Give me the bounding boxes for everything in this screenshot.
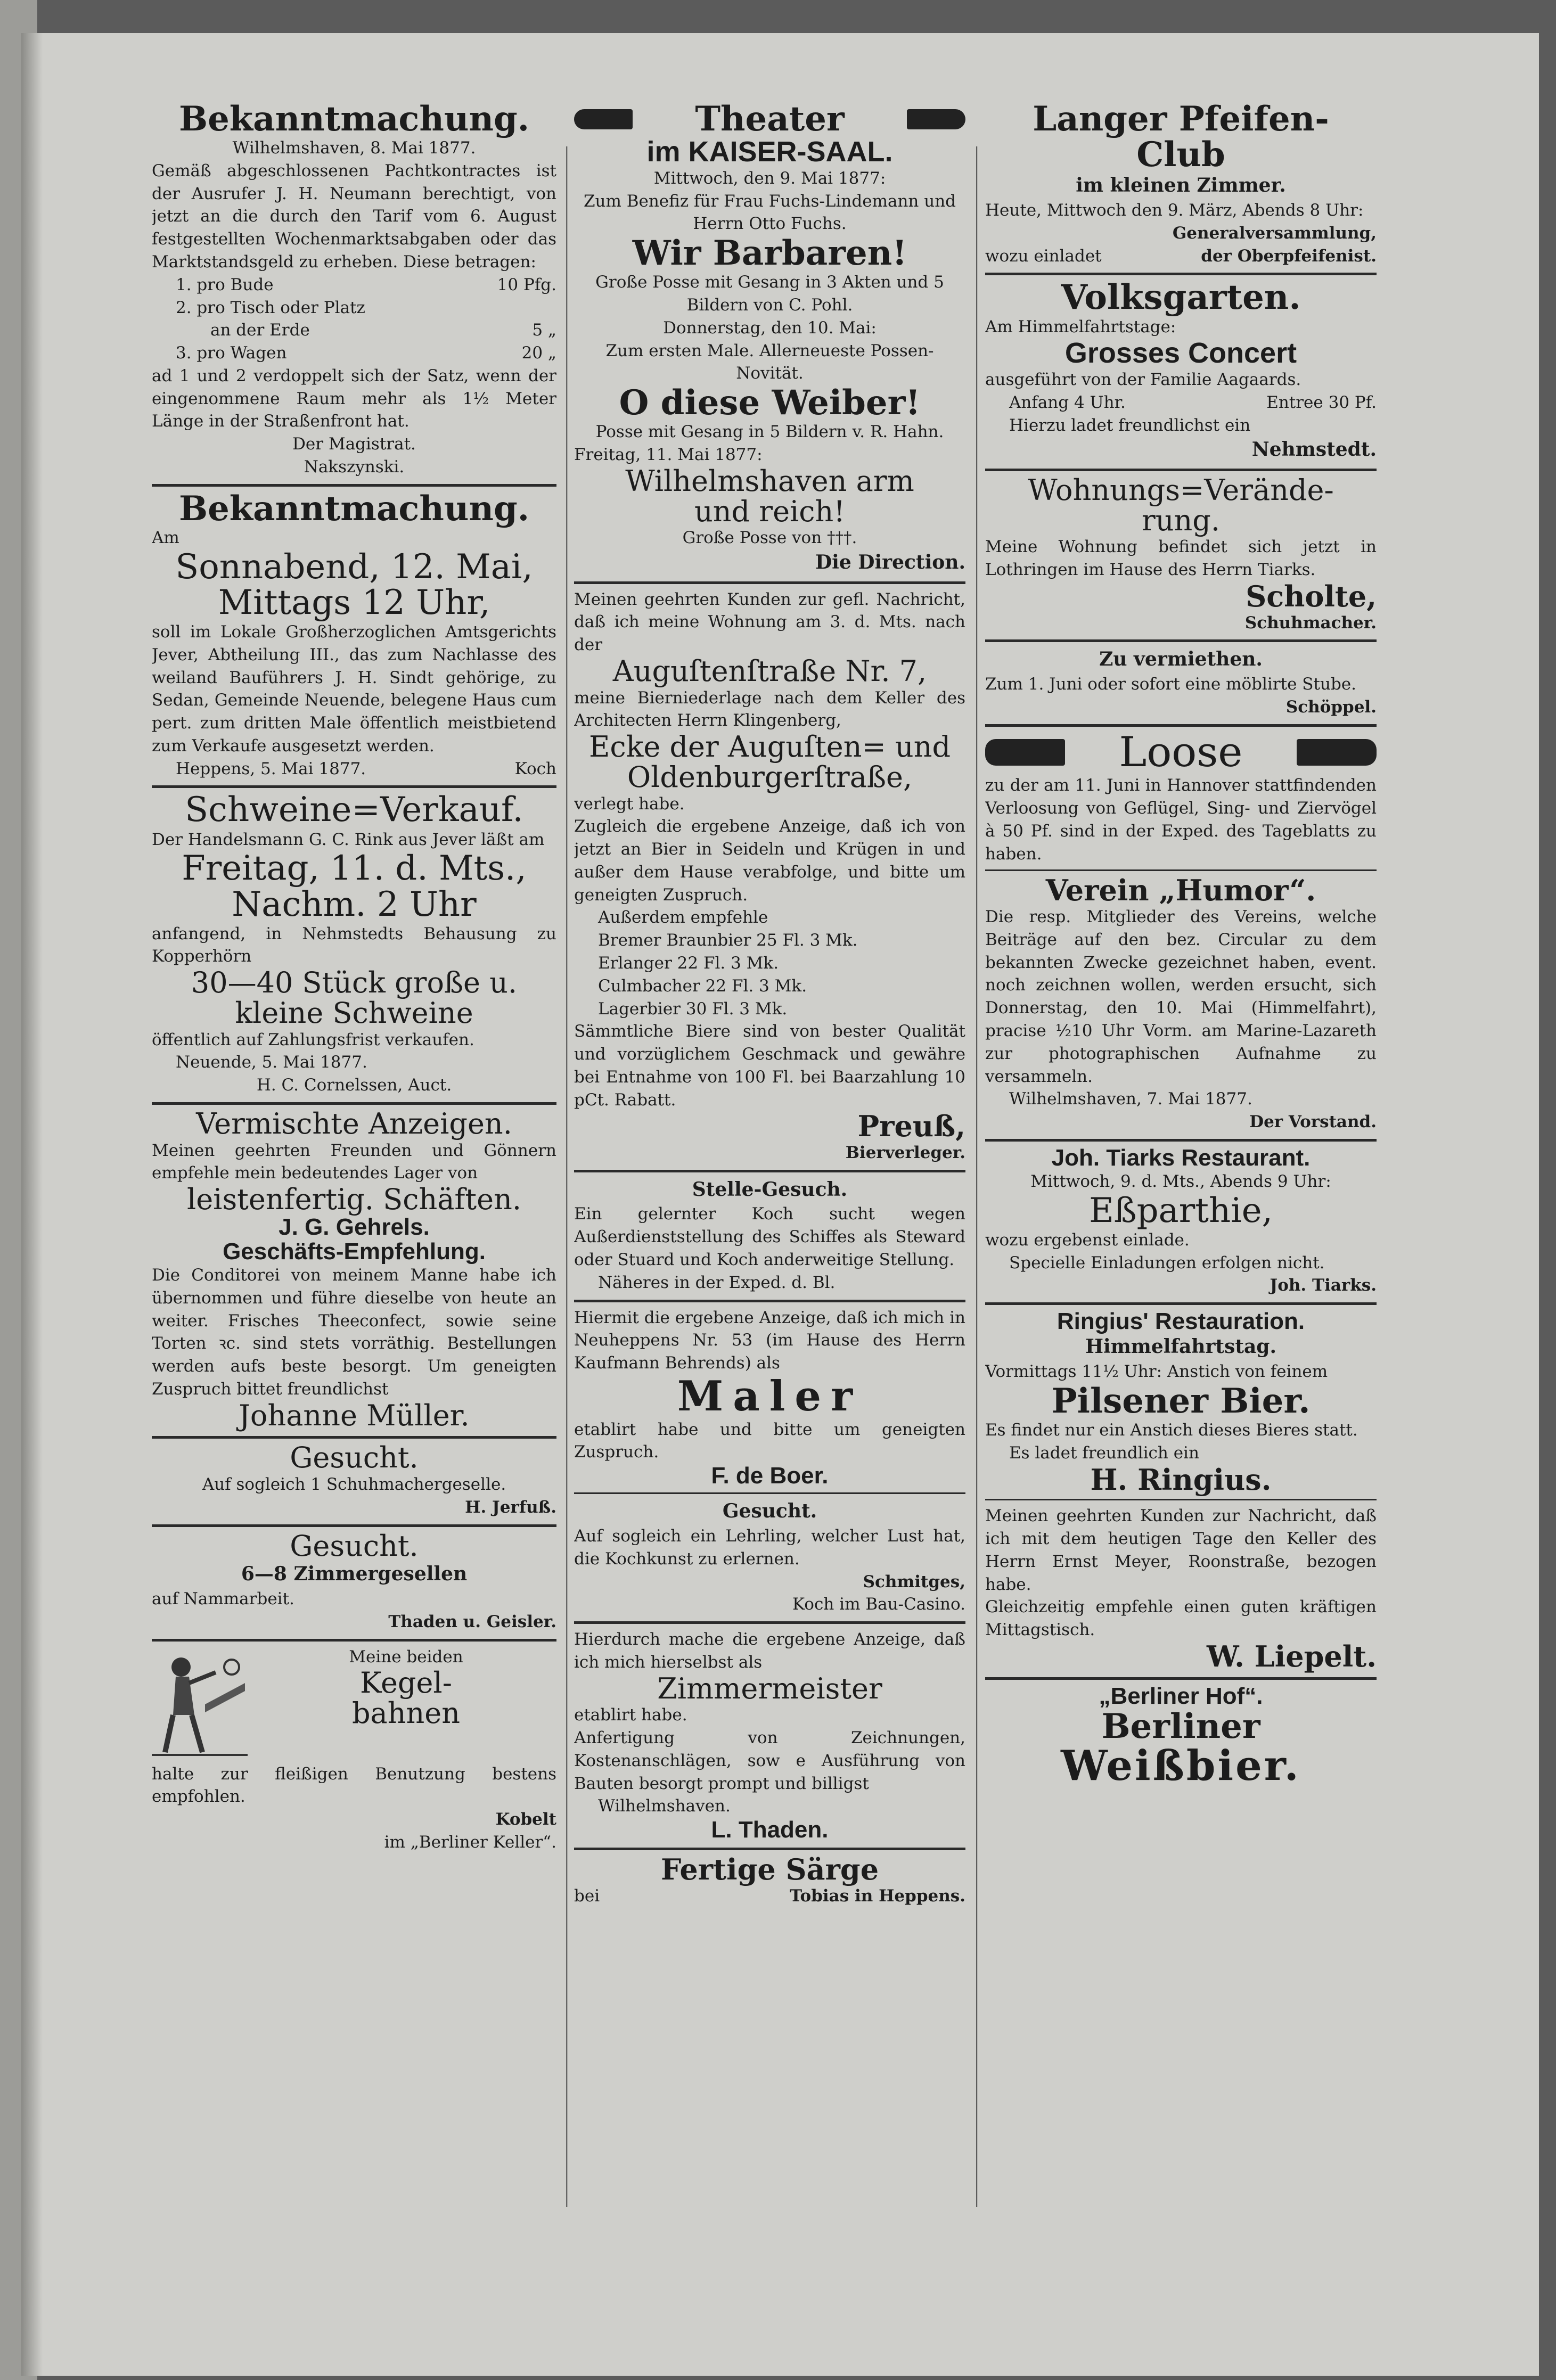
ad-body: Meine Wohnung befindet sich jetzt in Lothringen im Hause des Herrn Tiarks. [985, 537, 1377, 580]
ad-body: Am [152, 528, 179, 547]
column-3 [985, 101, 1377, 2231]
ad-date: Donnerstag, den 10. Mai: [663, 318, 877, 338]
ad-headline: Generalversammlung, [1172, 223, 1377, 243]
ad-divider [985, 1499, 1377, 1500]
ad-body: Meinen geehrten Kunden zur Nachricht, daß ich mit dem heutigen Tage den Keller des Herrn Ernst Meyer, Roonstraße, bezogen habe. [985, 1506, 1377, 1594]
ad-headline: 30—40 Stück große u. [191, 966, 518, 1000]
ad-divider [985, 639, 1377, 642]
ad-body: halte zur fleißigen Benutzung bestens empfohlen. [152, 1764, 556, 1807]
ad-body: wozu ergebenst einlade. [985, 1230, 1190, 1250]
ad-headline: Eßparthie, [1089, 1191, 1273, 1230]
ad-headline: O diese Weiber! [619, 383, 921, 423]
ad-body: Hiermit die ergebene Anzeige, daß ich mich in Neuheppens Nr. 53 (im Hause des Herrn Kaufmann Behrends) als [574, 1308, 965, 1373]
ad-divider [574, 1848, 965, 1850]
column-1 [152, 101, 556, 2231]
ad-body: Heute, Mittwoch den 9. März, Abends 8 Uhr: [985, 201, 1364, 220]
ad-body: auf Nammarbeit. [152, 1589, 294, 1609]
ad-title: Theater [695, 101, 845, 139]
column-2 [574, 101, 965, 2231]
ad-body: etablirt habe. [574, 1705, 687, 1725]
ad-body: Gleichzeitig empfehle einen guten kräftigen Mittagstisch. [985, 1597, 1377, 1640]
ad-date: Wilhelmshaven, 8. Mai 1877. [232, 138, 476, 158]
ad-body: zu der am 11. Juni in Hannover stattfindenden Verloosung von Geflügel, Sing- und Ziervögel à 50 Pf. sind in der Exped. des Tageblatts zu haben. [985, 776, 1377, 864]
beer-price-item: Lagerbier 30 Fl. 3 Mk. [598, 999, 788, 1019]
ad-body: Näheres in der Exped. d. Bl. [598, 1273, 836, 1292]
ad-body: Anfertigung von Zeichnungen, Kostenanschlägen, sow e Ausführung von Bauten besorgt prompt und billigst [574, 1728, 965, 1793]
tariff-row: 1. pro Bude 10 Pfg. [176, 275, 556, 294]
ad-place: im „Berliner Keller“. [384, 1832, 556, 1852]
ad-divider [152, 1639, 556, 1642]
ad-divider [574, 1300, 965, 1302]
ad-gesucht-zimmergesellen [152, 1531, 556, 1634]
ad-signature: H. Jerfuß. [465, 1497, 556, 1517]
ad-signature: Nakszynski. [304, 457, 405, 477]
ad-body: Hierzu ladet freundlichst ein [1009, 415, 1251, 435]
ad-body: Vormittags 11½ Uhr: Anstich von feinem [985, 1362, 1328, 1382]
ad-body: soll im Lokale Großherzoglichen Amtsgerichts Jever, Abtheilung III., das zum Nachlasse des weiland Bauführers J. H. Sindt gehörige, zu Sedan, Gemeinde Neuende, belegene Haus cum pert. zum dritten Male öffentlich meistbietend zum Verkaufe ausgesetzt werden. [152, 622, 556, 756]
ad-signature: Kobelt [495, 1810, 556, 1829]
ad-headline: Nachm. 2 Uhr [232, 884, 477, 924]
ad-body: Die Conditorei von meinem Manne habe ich übernommen und führe dieselbe von heute an weiter. Frisches Theeconfect, sowie seine Torten ꝛc. sind stets vorräthig. Bestellungen werden aufs beste besorgt. Um geneigten Zuspruch bittet freundlichst [152, 1266, 556, 1399]
pointing-hand-icon [574, 109, 633, 129]
ad-signature: Johanne Müller. [239, 1398, 470, 1432]
ad-body: Auf sogleich ein Lehrling, welcher Lust hat, die Kochkunst zu erlernen. [574, 1527, 965, 1569]
ad-gesucht-schuhmacher [152, 1443, 556, 1519]
ad-signature: Joh. Tiarks. [1270, 1276, 1377, 1295]
pointing-hand-icon [907, 109, 965, 129]
ad-divider [574, 1621, 965, 1624]
column-rule-2 [976, 146, 978, 2207]
ad-loose [985, 728, 1377, 866]
ad-headline: Mittags 12 Uhr, [218, 582, 490, 622]
page-gutter-shade [21, 33, 43, 2376]
ad-gesucht-lehrling [574, 1498, 965, 1616]
ad-signature: Nehmstedt. [1251, 438, 1377, 461]
ad-title: Club [1136, 135, 1225, 175]
bowler-illustration [152, 1646, 248, 1763]
ad-body: Große Posse mit Gesang in 3 Akten und 5 Bildern von C. Pohl. [595, 273, 944, 315]
ad-maler [574, 1307, 965, 1489]
ad-stelle-gesuch [574, 1177, 965, 1294]
ad-headline: Weißbier. [1061, 1741, 1301, 1790]
ad-divider [574, 1492, 965, 1494]
beer-price-item: Bremer Braunbier 25 Fl. 3 Mk. [598, 931, 858, 950]
ad-headline: Freitag, 11. d. Mts., [182, 849, 527, 889]
ad-headline: Ecke der Auguſten= und [588, 730, 951, 764]
ad-headline: Berliner [1101, 1706, 1260, 1746]
ad-signature: Die Direction. [815, 551, 965, 574]
ad-subtitle: Himmelfahrtstag. [1085, 1335, 1276, 1358]
ad-divider [152, 785, 556, 788]
ad-subtitle: im kleinen Zimmer. [1076, 174, 1286, 197]
ad-title: Langer Pfeifen- [1033, 101, 1329, 139]
ad-title: Volksgarten. [1061, 277, 1301, 318]
ad-signature: Bierverleger. [845, 1143, 965, 1163]
ad-body: Die resp. Mitglieder des Vereins, welche Beiträge auf den bez. Circular zu dem bekannten Zwecke gezeichnet haben, event. noch zeichnen wollen, werden ersucht, sich Donnerstag, den 10. Mai (Himmelfahrt), pracise ½10 Uhr Vorm. am Marine-Lazareth zur photographischen Aufnahme zu versammeln. [985, 907, 1377, 1086]
ad-signature: Thaden u. Geisler. [388, 1612, 556, 1631]
ad-title: Gesucht. [722, 1500, 817, 1523]
ad-headline: Wir Barbaren! [632, 233, 907, 274]
ad-body: meine Bierniederlage nach dem Keller des Architecten Herrn Klingenberg, [574, 688, 965, 731]
ad-body: Meinen geehrten Freunden und Gönnern empfehle mein bedeutendes Lager von [152, 1140, 556, 1183]
ad-body: Am Himmelfahrtstage: [985, 317, 1176, 337]
beer-price-item: Erlanger 22 Fl. 3 Mk. [598, 953, 779, 973]
ad-body: Sämmtliche Biere sind von bester Qualität und vorzüglichem Geschmack und gewähre bei Entnahme von 100 Fl. bei Baarzahlung 10 pCt. Rabatt. [574, 1022, 965, 1110]
ad-body: Zugleich die ergebene Anzeige, daß ich von jetzt an Bier in Seideln und Krügen in und außer dem Hause verabfolge, und bitte um geneigten Zuspruch. [574, 817, 965, 905]
ad-zu-vermiethen [985, 646, 1377, 718]
beer-price-item: Culmbacher 22 Fl. 3 Mk. [598, 976, 807, 996]
ad-vermischte-anzeigen [152, 1106, 556, 1240]
ad-ringius-restauration [985, 1309, 1377, 1495]
ad-title: „Berliner Hof“. [1099, 1683, 1263, 1709]
ad-headline: Maler [677, 1372, 863, 1421]
ad-body: Zum 1. Juni oder sofort eine möblirte Stube. [985, 674, 1357, 694]
ad-body: Zum ersten Male. Allerneueste Possen-Novität. [605, 341, 934, 383]
ad-body: verlegt habe. [574, 794, 685, 814]
ad-footer: wozu einladet der Oberpfeifenist. [985, 246, 1377, 266]
ad-signature: Der Vorstand. [1249, 1112, 1377, 1132]
ad-headline: Kegel- [360, 1666, 452, 1700]
ad-title: Joh. Tiarks Restaurant. [1051, 1144, 1311, 1171]
ad-bekanntmachung-versteigerung [152, 488, 556, 781]
ad-divider [985, 1139, 1377, 1142]
tariff-row: 3. pro Wagen 20 „ [176, 343, 556, 363]
ad-signature: Scholte, [1246, 579, 1377, 613]
ad-footer: bei Tobias in Heppens. [574, 1886, 965, 1906]
ad-body: etablirt habe und bitte um geneigten Zuspruch. [574, 1419, 965, 1462]
ad-headline: und reich! [694, 494, 846, 528]
ad-body: Es findet nur ein Anstich dieses Bieres statt. [985, 1421, 1358, 1440]
ad-headline: Oldenburgerſtraße, [627, 760, 913, 794]
pointing-hand-icon [1297, 739, 1377, 766]
ad-divider [985, 869, 1377, 871]
ad-signature: H. C. Cornelssen, Auct. [256, 1076, 452, 1095]
ad-title: Schweine=Verkauf. [185, 790, 523, 830]
ad-headline: Sonnabend, 12. Mai, [175, 547, 533, 587]
ad-headline: Auguſtenſtraße Nr. 7, [612, 654, 927, 688]
ad-divider [152, 1102, 556, 1105]
ad-body: Zum Benefiz für Frau Fuchs-Lindemann und Herrn Otto Fuchs. [583, 191, 956, 234]
ad-divider [985, 273, 1377, 275]
ad-volksgarten [985, 277, 1377, 463]
ad-signature: Preuß, [857, 1109, 965, 1144]
ad-bekanntmachung-markt [152, 101, 556, 479]
ad-body: öffentlich auf Zahlungsfrist verkaufen. [152, 1030, 474, 1049]
ad-signature: H. Ringius. [1090, 1462, 1272, 1497]
ad-title: Fertige Särge [660, 1852, 879, 1887]
ad-zimmermeister [574, 1628, 965, 1842]
ad-title: Gesucht. [290, 1441, 419, 1475]
ad-theater [574, 101, 965, 576]
ad-headline: Wilhelmshaven arm [625, 464, 914, 498]
ad-kegelbahnen [152, 1646, 556, 1854]
ad-divider [574, 581, 965, 584]
ad-signature: Schmitges, [863, 1572, 965, 1591]
ad-body: Außerdem empfehle [598, 908, 768, 928]
ad-title: Bekanntmachung. [178, 101, 530, 139]
ad-signature: F. de Boer. [711, 1463, 829, 1489]
ad-headline: Grosses Concert [1064, 337, 1297, 370]
ad-body: Auf sogleich 1 Schuhmachergeselle. [202, 1475, 506, 1495]
ad-saerge [574, 1854, 965, 1907]
ad-signature: Schöppel. [1285, 697, 1377, 717]
ad-signature: Schuhmacher. [1244, 613, 1377, 633]
ad-title: Zu vermiethen. [1099, 648, 1263, 671]
ad-body: Meinen geehrten Kunden zur gefl. Nachricht, daß ich meine Wohnung am 3. d. Mts. nach der [574, 589, 965, 655]
ad-title: rung. [1141, 503, 1221, 537]
ad-body: ausgeführt von der Familie Aagaards. [985, 370, 1301, 389]
ad-signature: Der Magistrat. [292, 434, 416, 454]
ad-place: Wilhelmshaven, 7. Mai 1877. [1009, 1089, 1252, 1109]
ad-divider [985, 469, 1377, 471]
ad-divider [985, 1302, 1377, 1305]
ad-title: Bekanntmachung. [178, 488, 530, 529]
tariff-row: 2. pro Tisch oder Platz [176, 298, 365, 317]
ad-signature: Koch im Bau-Casino. [792, 1595, 965, 1614]
ad-info-row: Anfang 4 Uhr. Entree 30 Pf. [1009, 392, 1377, 412]
ad-divider [574, 1170, 965, 1172]
ad-schweine-verkauf [152, 792, 556, 1097]
ad-place: Neuende, 5. Mai 1877. [176, 1053, 367, 1072]
ad-footer: Heppens, 5. Mai 1877. Koch [176, 759, 556, 778]
ad-body: Posse mit Gesang in 5 Bildern v. R. Hahn. [595, 422, 944, 442]
ad-body: anfangend, in Nehmstedts Behausung zu Kopperhörn [152, 924, 556, 966]
section-title: Vermischte Anzeigen. [196, 1106, 512, 1140]
ad-body: Specielle Einladungen erfolgen nicht. [1009, 1253, 1325, 1273]
column-rule-1 [566, 146, 568, 2207]
ad-subtitle: im KAISER-SAAL. [646, 136, 893, 168]
ad-divider [152, 1524, 556, 1527]
ad-liepelt [985, 1505, 1377, 1671]
ad-place: Wilhelmshaven. [598, 1796, 731, 1816]
ad-date: Freitag, 11. Mai 1877: [574, 445, 763, 465]
ad-preuss-bierverleger [574, 588, 965, 1164]
ad-title: Verein „Humor“. [1045, 873, 1316, 908]
ad-title: Wohnungs=Verände- [1028, 473, 1334, 507]
ad-title: Gesucht. [290, 1529, 419, 1563]
ad-signature: W. Liepelt. [1206, 1639, 1377, 1673]
ad-body: Ein gelernter Koch sucht wegen Außerdienststellung des Schiffes als Steward oder Stuard und Koch anderweitige Stellung. [574, 1204, 965, 1269]
ad-divider [152, 484, 556, 487]
ad-title: Stelle-Gesuch. [692, 1178, 848, 1201]
ad-body: Es ladet freundlich ein [1009, 1443, 1199, 1463]
ad-title: Ringius' Restauration. [1057, 1308, 1305, 1335]
tariff-row: an der Erde 5 „ [210, 321, 556, 340]
ad-body: Gemäß abgeschlossenen Pachtkontractes ist der Ausrufer J. H. Neumann berechtigt, von jetzt an die durch den Tarif vom 6. August festgestellten Wochenmarktsabgaben oder das Marktstandsgeld zu erheben. Diese betragen: [152, 161, 556, 272]
ad-verein-humor [985, 875, 1377, 1133]
ad-body: Meine beiden [349, 1647, 463, 1667]
ad-headline: leistenfertig. Schäften. [186, 1183, 522, 1217]
ad-headline: bahnen [351, 1696, 461, 1730]
ad-headline: 6—8 Zimmergesellen [241, 1563, 468, 1586]
ad-divider [152, 1436, 556, 1439]
pointing-hand-icon [985, 739, 1065, 766]
ad-body: Der Handelsmann G. C. Rink aus Jever läßt am [152, 830, 545, 849]
ad-headline: Pilsener Bier. [1051, 1381, 1311, 1421]
ad-body: Mittwoch, 9. d. Mts., Abends 9 Uhr: [1030, 1172, 1331, 1191]
ad-signature: J. G. Gehrels. [279, 1213, 430, 1240]
ad-title: Geschäfts-Empfehlung. [223, 1238, 486, 1265]
ad-body: ad 1 und 2 verdoppelt sich der Satz, wenn der eingenommene Raum mehr als 1½ Meter Länge in der Straßenfront hat. [152, 366, 556, 431]
ad-body: Große Posse von †††. [682, 528, 857, 548]
ad-tiarks-restaurant [985, 1146, 1377, 1297]
ad-geschaefts-empfehlung [152, 1240, 556, 1431]
ad-headline: Zimmermeister [657, 1671, 882, 1705]
ad-divider [985, 1677, 1377, 1680]
ad-divider [985, 724, 1377, 727]
ad-date: Mittwoch, den 9. Mai 1877: [653, 168, 886, 188]
ad-title: Loose [1119, 728, 1243, 776]
ad-signature: L. Thaden. [711, 1817, 829, 1843]
ad-wohnungs-veraenderung [985, 475, 1377, 634]
ad-body: Hierdurch mache die ergebene Anzeige, daß ich mich hierselbst als [574, 1630, 965, 1672]
ad-berliner-hof [985, 1684, 1377, 1788]
ad-pfeifen-club [985, 101, 1377, 267]
ad-headline: kleine Schweine [235, 996, 473, 1030]
